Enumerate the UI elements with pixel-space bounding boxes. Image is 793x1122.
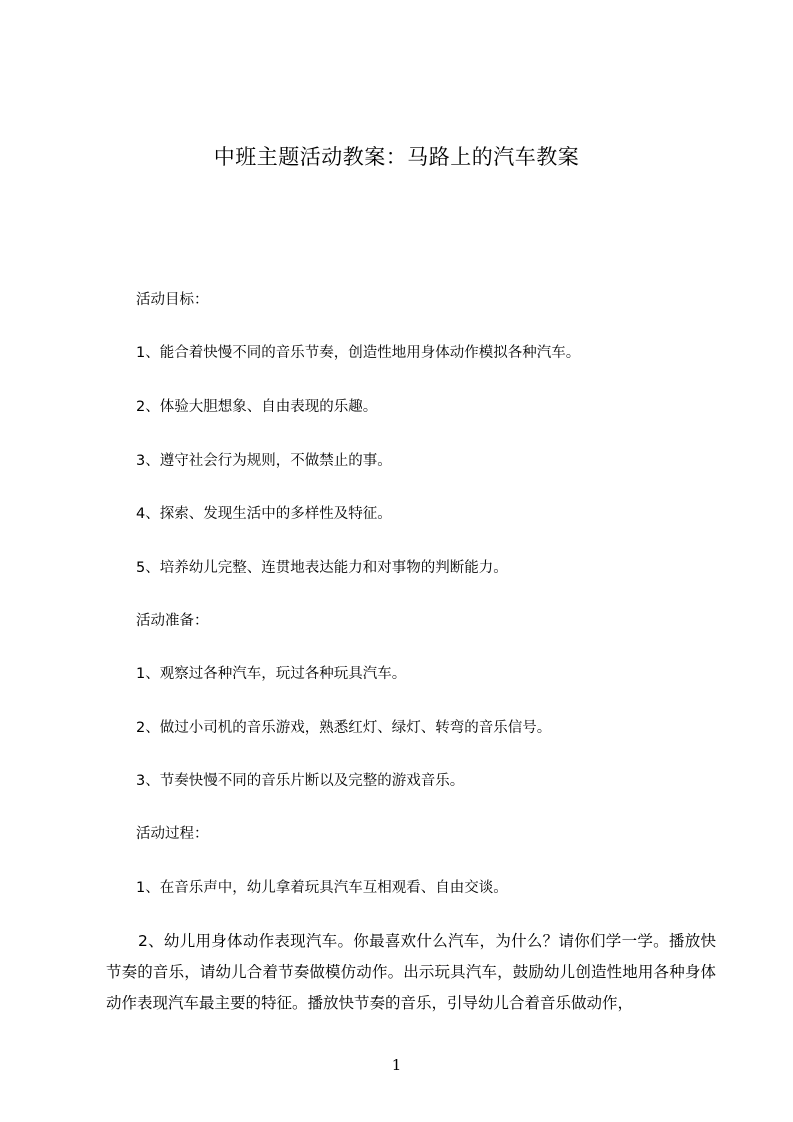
section-heading-objectives: 活动目标：: [136, 292, 209, 308]
objective-item-1: 1、能合着快慢不同的音乐节奏，创造性地用身体动作模拟各种汽车。: [136, 345, 581, 361]
process-item-1: 1、在音乐声中，幼儿拿着玩具汽车互相观看、自由交谈。: [136, 880, 508, 896]
objective-item-5: 5、培养幼儿完整、连贯地表达能力和对事物的判断能力。: [136, 560, 508, 576]
document-title: 中班主题活动教案：马路上的汽车教案: [213, 145, 580, 169]
section-heading-process: 活动过程：: [136, 826, 209, 842]
process-item-2-paragraph: 2、幼儿用身体动作表现汽车。你最喜欢什么汽车，为什么？请你们学一学。播放快节奏的音乐，请幼儿合着节奏做模仿动作。出示玩具汽车，鼓励幼儿创造性地用各种身体动作表现汽车最主要的特征。播放快节奏的音乐，引导幼儿合着音乐做动作，: [106, 932, 716, 1012]
preparation-item-1: 1、观察过各种汽车，玩过各种玩具汽车。: [136, 666, 407, 682]
preparation-item-3: 3、节奏快慢不同的音乐片断以及完整的游戏音乐。: [136, 773, 465, 789]
objective-item-4: 4、探索、发现生活中的多样性及特征。: [136, 506, 392, 522]
objective-item-2: 2、体验大胆想象、自由表现的乐趣。: [136, 399, 378, 415]
objective-item-3: 3、遵守社会行为规则，不做禁止的事。: [136, 453, 392, 469]
page-number: 1: [391, 1056, 402, 1074]
section-heading-preparation: 活动准备：: [136, 613, 209, 629]
preparation-item-2: 2、做过小司机的音乐游戏，熟悉红灯、绿灯、转弯的音乐信号。: [136, 720, 552, 736]
